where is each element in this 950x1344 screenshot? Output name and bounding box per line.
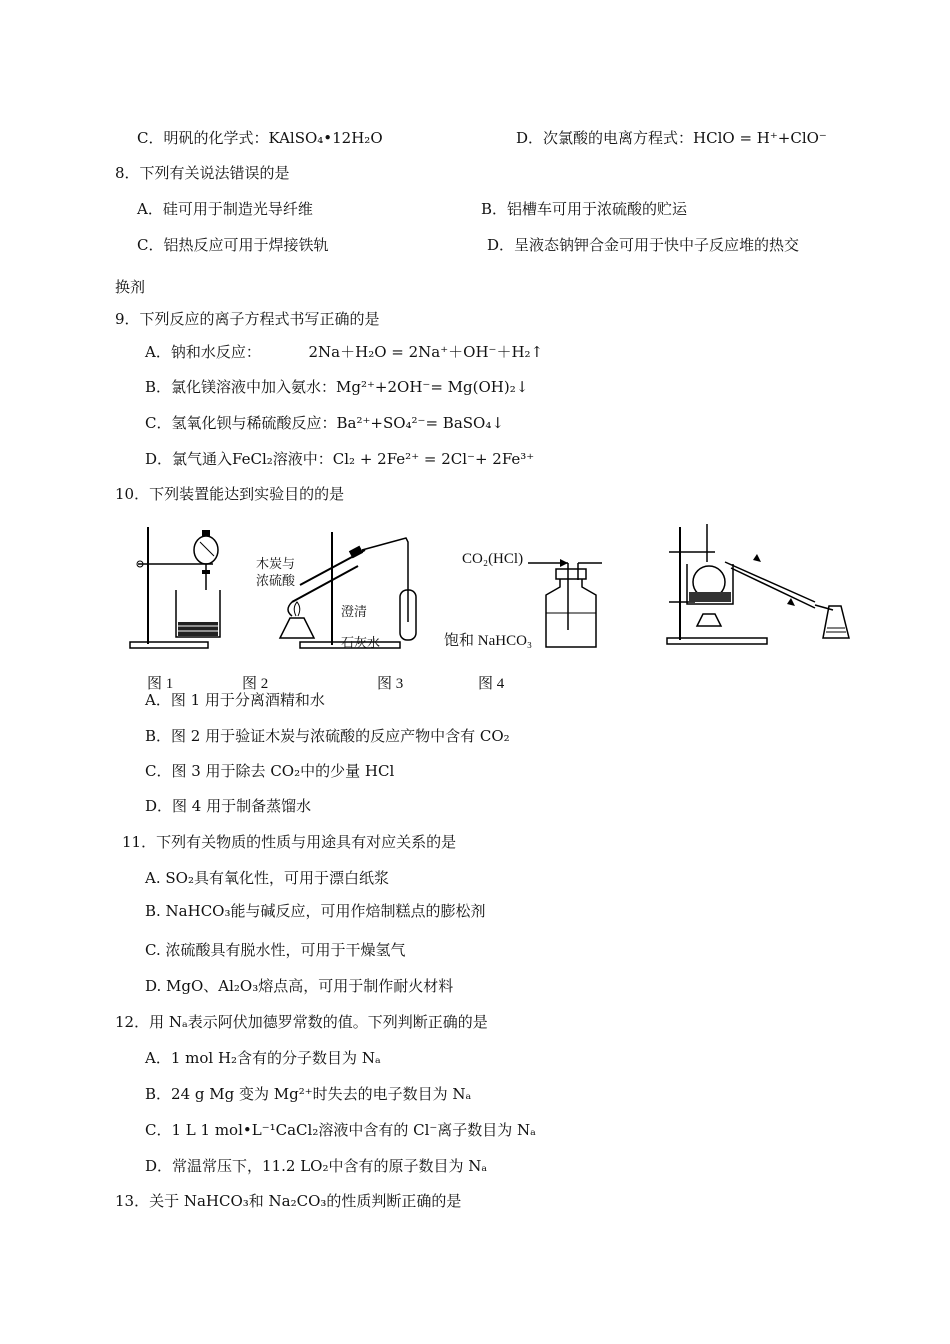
figure-2-label-limewater: 石灰水 bbox=[341, 636, 381, 651]
q8-option-a: A．硅可用于制造光导纤维 bbox=[137, 200, 313, 218]
q8-option-d: D．呈液态钠钾合金可用于快中子反应堆的热交 bbox=[487, 236, 800, 254]
figure-label-2: 图 2 bbox=[242, 676, 269, 692]
q10-option-d: D．图 4 用于制备蒸馏水 bbox=[145, 797, 312, 815]
q9-option-b: B．氯化镁溶液中加入氨水：Mg²⁺+2OH⁻= Mg(OH)₂↓ bbox=[145, 378, 529, 396]
figure-label-4: 图 4 bbox=[478, 676, 505, 692]
figure-4-distillation bbox=[665, 522, 860, 647]
q7-option-d: D．次氯酸的电离方程式：HClO = H⁺+ClO⁻ bbox=[516, 129, 827, 147]
q12-option-d: D．常温常压下，11.2 LO₂中含有的原子数目为 Nₐ bbox=[145, 1157, 488, 1175]
q11-option-b: B. NaHCO₃能与碱反应，可用作焙制糕点的膨松剂 bbox=[145, 902, 486, 920]
q9-option-a: A．钠和水反应： 2Na＋H₂O = 2Na⁺＋OH⁻＋H₂↑ bbox=[145, 343, 544, 361]
q12-option-b: B．24 g Mg 变为 Mg²⁺时失去的电子数目为 Nₐ bbox=[145, 1085, 472, 1103]
figure-2-label-charcoal: 木炭与 bbox=[256, 557, 296, 572]
figure-3-wash-bottle bbox=[520, 555, 610, 650]
q12-stem: 12．用 Nₐ表示阿伏加德罗常数的值。下列判断正确的是 bbox=[115, 1013, 488, 1031]
figure-2-label-sulfuric-acid: 浓硫酸 bbox=[256, 574, 296, 589]
figure-label-1: 图 1 bbox=[147, 676, 174, 692]
q13-stem: 13．关于 NaHCO₃和 Na₂CO₃的性质判断正确的是 bbox=[115, 1192, 462, 1210]
q11-option-d: D. MgO、Al₂O₃熔点高，可用于制作耐火材料 bbox=[145, 977, 454, 995]
q8-stem: 8．下列有关说法错误的是 bbox=[115, 164, 290, 182]
q11-option-a: A. SO₂具有氧化性，可用于漂白纸浆 bbox=[145, 869, 389, 887]
figure-2-label-clear: 澄清 bbox=[341, 605, 368, 620]
q10-option-b: B．图 2 用于验证木炭与浓硫酸的反应产物中含有 CO₂ bbox=[145, 727, 510, 745]
q9-option-d: D．氯气通入FeCl₂溶液中：Cl₂ + 2Fe²⁺ = 2Cl⁻+ 2Fe³⁺ bbox=[145, 450, 535, 468]
q12-option-a: A．1 mol H₂含有的分子数目为 Nₐ bbox=[145, 1049, 381, 1067]
figure-label-3: 图 3 bbox=[377, 676, 404, 692]
q8-option-d-continued: 换剂 bbox=[115, 278, 146, 296]
q10-stem: 10．下列装置能达到实验目的的是 bbox=[115, 485, 345, 503]
q11-option-c: C. 浓硫酸具有脱水性，可用于干燥氢气 bbox=[145, 941, 406, 959]
q9-stem: 9．下列反应的离子方程式书写正确的是 bbox=[115, 310, 380, 328]
q9-option-c: C．氢氧化钡与稀硫酸反应：Ba²⁺+SO₄²⁻= BaSO₄↓ bbox=[145, 414, 504, 432]
q8-option-c: C．铝热反应可用于焊接铁轨 bbox=[137, 236, 329, 254]
q10-option-a: A．图 1 用于分离酒精和水 bbox=[145, 691, 325, 709]
q12-option-c: C．1 L 1 mol•L⁻¹CaCl₂溶液中含有的 Cl⁻离子数目为 Nₐ bbox=[145, 1121, 536, 1139]
figure-3-label-gas: CO₂(HCl) bbox=[462, 551, 524, 567]
q8-option-b: B．铝槽车可用于浓硫酸的贮运 bbox=[481, 200, 688, 218]
q10-option-c: C．图 3 用于除去 CO₂中的少量 HCl bbox=[145, 762, 395, 780]
q11-stem: 11．下列有关物质的性质与用途具有对应关系的是 bbox=[122, 833, 457, 851]
figure-1-separatory-funnel bbox=[128, 522, 228, 652]
q7-option-c: C．明矾的化学式：KAlSO₄•12H₂O bbox=[137, 129, 383, 147]
figure-3-label-nahco3: 饱和 NaHCO₃ bbox=[444, 633, 533, 649]
